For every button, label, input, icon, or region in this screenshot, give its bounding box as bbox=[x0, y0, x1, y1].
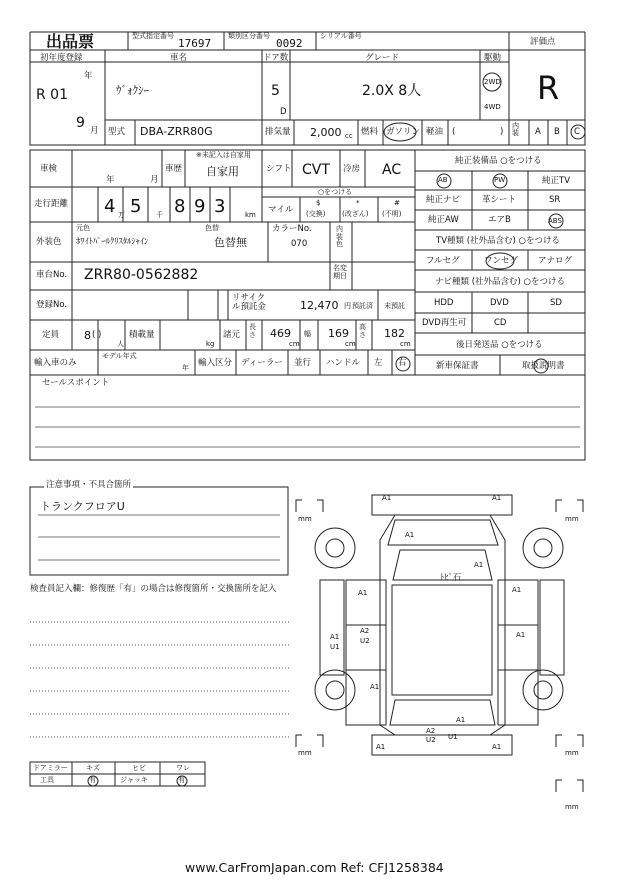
meter-opt-tampered: (改ざん) bbox=[342, 210, 369, 218]
damage-mark: A2 bbox=[360, 627, 370, 635]
inspection-month-unit: 月 bbox=[150, 175, 159, 185]
mm-label: mm bbox=[298, 749, 312, 757]
navi-sd: SD bbox=[550, 298, 562, 308]
reg-label: 登録No. bbox=[36, 300, 68, 310]
meter-opt-star: * bbox=[356, 199, 360, 207]
width-cm: cm bbox=[345, 340, 356, 348]
displacement-label: 排気量 bbox=[265, 127, 291, 137]
legend-mirror: ドアミラー bbox=[33, 764, 68, 772]
grade-score: R bbox=[537, 69, 560, 107]
cc-unit: cc bbox=[345, 132, 353, 140]
mileage-digit: 5 bbox=[130, 196, 142, 217]
damage-mark: A1 bbox=[474, 561, 484, 569]
equip-aw: 純正AW bbox=[428, 215, 459, 225]
equip-airbag: エアB bbox=[488, 215, 511, 225]
paren-open: ( bbox=[452, 127, 456, 137]
type-no: 17697 bbox=[178, 37, 212, 50]
interior-color-label: 内装色 bbox=[336, 225, 343, 249]
meter-opt-dollar: $ bbox=[316, 199, 321, 207]
capacity-paren: ( ) bbox=[92, 330, 102, 340]
orig-color: ﾎﾜｲﾄﾊﾟｰﾙｸﾘｽﾀﾙｼｬｲﾝ bbox=[76, 237, 149, 247]
footer-ref: www.CarFromJapan.com Ref: CFJ1258384 bbox=[185, 860, 444, 875]
handle-left: 左 bbox=[374, 358, 383, 368]
later-label: 後日発送品 ○をつける bbox=[456, 340, 543, 350]
damage-mark: A1 bbox=[376, 743, 386, 751]
damage-mark: A1 bbox=[358, 589, 368, 597]
equip-label: 純正装備品 ○をつける bbox=[455, 156, 542, 166]
doors-label: ドア数 bbox=[263, 53, 289, 63]
month-unit: 月 bbox=[90, 126, 99, 136]
length-cm: cm bbox=[289, 340, 300, 348]
drive-label: 駆動 bbox=[484, 53, 502, 63]
capacity-unit: 人 bbox=[117, 340, 124, 348]
equip-tv: 純正TV bbox=[542, 176, 571, 186]
load-label: 積載量 bbox=[129, 330, 155, 340]
shift-value: CVT bbox=[302, 162, 330, 178]
damage-mark: U2 bbox=[360, 637, 370, 645]
door-type: D bbox=[280, 107, 287, 117]
diesel-label: 軽油 bbox=[426, 127, 444, 137]
model-label: 型式 bbox=[108, 127, 126, 137]
later-manual: 取扱説明書 bbox=[522, 361, 565, 371]
mileage-label: 走行距離 bbox=[34, 199, 69, 209]
year-unit: 年 bbox=[84, 71, 93, 81]
fuel-value: ガソリン bbox=[386, 127, 421, 137]
later-warranty: 新車保証書 bbox=[436, 361, 479, 371]
mm-label: mm bbox=[298, 515, 312, 523]
damage-mark: U1 bbox=[330, 643, 340, 651]
man-unit: 万 bbox=[118, 211, 125, 219]
navi-dvd-play: DVD再生可 bbox=[422, 318, 467, 328]
legend-tools-yes: 有 bbox=[89, 776, 96, 784]
ac-value: AC bbox=[382, 162, 402, 178]
displacement-value: 2,000 bbox=[310, 126, 342, 139]
damage-mark: A1 bbox=[382, 494, 392, 502]
inspector-label: 検査員記入欄：修復歴「有」の場合は修復箇所・交換箇所を記入 bbox=[30, 584, 277, 594]
handle-label: ハンドル bbox=[326, 358, 361, 368]
mileage-digit: 3 bbox=[214, 196, 226, 217]
length-label: 長さ bbox=[249, 323, 256, 339]
model-value: DBA-ZRR80G bbox=[140, 125, 213, 138]
color-no-label: カラーNo. bbox=[272, 224, 312, 234]
equip-sr: SR bbox=[549, 195, 561, 205]
doors-value: 5 bbox=[271, 83, 280, 99]
capacity-value: 8 bbox=[84, 329, 91, 342]
name-change-label: 名変期日 bbox=[333, 264, 347, 280]
navi-cd: CD bbox=[494, 318, 507, 328]
damage-mark: A1 bbox=[456, 716, 466, 724]
height-cm: cm bbox=[400, 340, 411, 348]
damage-mark: A1 bbox=[330, 633, 340, 641]
mileage-digit: 4 bbox=[104, 196, 116, 217]
height-value: 182 bbox=[384, 327, 405, 340]
width-value: 169 bbox=[328, 327, 349, 340]
recycle-label: リサイクル預託金 bbox=[232, 293, 267, 313]
length-value: 469 bbox=[270, 327, 291, 340]
load-kg: kg bbox=[206, 340, 215, 348]
import-class-label: 輸入区分 bbox=[198, 358, 233, 368]
ac-label: 冷房 bbox=[343, 164, 361, 174]
chassis-label: 車台No. bbox=[36, 270, 68, 280]
navi-hdd: HDD bbox=[434, 298, 454, 308]
sales-point-label: セールスポイント bbox=[42, 378, 110, 388]
damage-mark: U1 bbox=[448, 733, 458, 741]
class-no: 0092 bbox=[276, 37, 303, 50]
meter-opt-hash: # bbox=[394, 199, 400, 207]
color-change-value: 色替無 bbox=[214, 236, 247, 249]
tv-fullseg: フルセグ bbox=[426, 256, 460, 266]
car-name-label: 車名 bbox=[170, 53, 188, 63]
equip-ab: AB bbox=[438, 176, 448, 184]
first-reg-label: 初年度登録 bbox=[40, 53, 83, 63]
serial-label: シリアル番号 bbox=[320, 32, 362, 40]
km-unit: km bbox=[245, 211, 256, 219]
dim-label: 諸元 bbox=[223, 330, 241, 340]
chassis-no: ZRR80-0562882 bbox=[84, 267, 199, 283]
legend-scratch: キズ bbox=[86, 764, 100, 772]
grade-value: 2.0X 8人 bbox=[362, 83, 422, 99]
first-reg-month: 9 bbox=[76, 115, 85, 131]
equip-abs: ABS bbox=[548, 217, 562, 225]
height-label: 高さ bbox=[359, 323, 366, 339]
type-no-label: 型式指定番号 bbox=[132, 32, 174, 40]
damage-mark: A1 bbox=[492, 494, 502, 502]
model-year-unit: 年 bbox=[182, 364, 189, 372]
mileage-digit: 8 bbox=[174, 196, 186, 217]
color-change-label: 色替 bbox=[205, 224, 219, 232]
tv-analog: アナログ bbox=[538, 256, 573, 266]
shift-label: シフト bbox=[266, 164, 292, 174]
legend-crack: ヒビ bbox=[132, 764, 146, 772]
meter-circle-note: ○をつける bbox=[318, 188, 353, 196]
inspection-label: 車検 bbox=[40, 164, 58, 174]
drive-2wd: 2WD bbox=[484, 78, 501, 86]
grade-label: グレード bbox=[365, 53, 400, 63]
handle-right: 右 bbox=[398, 358, 407, 368]
tv-oneseg: ワンセグ bbox=[484, 256, 519, 266]
fuel-label: 燃料 bbox=[361, 127, 379, 137]
damage-mark: A1 bbox=[405, 531, 415, 539]
mileage-digit: 9 bbox=[194, 196, 206, 217]
equip-navi: 純正ナビ bbox=[426, 195, 461, 205]
damage-mark: U2 bbox=[426, 736, 436, 744]
mm-label: mm bbox=[565, 515, 579, 523]
inspection-year-unit: 年 bbox=[106, 175, 115, 185]
legend-jack-yes: 有 bbox=[178, 776, 185, 784]
interior-grade-a: A bbox=[535, 127, 541, 137]
color-label: 外装色 bbox=[36, 237, 62, 247]
legend-jack: ジャッキ bbox=[120, 776, 148, 784]
parallel-option: 並行 bbox=[294, 358, 312, 368]
first-reg-era: R 01 bbox=[36, 87, 68, 103]
navi-label: ナビ種類 (社外品含む) ○をつける bbox=[435, 277, 565, 287]
interior-grade-b: B bbox=[554, 127, 560, 137]
recycle-not-deposited: 未預託 bbox=[384, 302, 405, 310]
form-title: 出品票 bbox=[46, 32, 95, 51]
damage-mark: A1 bbox=[492, 743, 502, 751]
history-note: ※未記入は自家用 bbox=[196, 151, 251, 159]
chip-label: ﾄﾋﾟ石 bbox=[440, 573, 462, 583]
orig-color-label: 元色 bbox=[76, 224, 90, 232]
mm-label: mm bbox=[565, 803, 579, 811]
capacity-label: 定員 bbox=[42, 330, 60, 340]
legend-tools: 工具 bbox=[40, 776, 54, 784]
color-no: 070 bbox=[291, 239, 308, 249]
equip-pw: PW bbox=[494, 176, 506, 184]
notice-label: 注意事項・不具合箇所 bbox=[46, 480, 132, 490]
history-value: 自家用 bbox=[206, 165, 239, 178]
dealer-option: ディーラー bbox=[241, 358, 283, 368]
model-year-label: モデル年式 bbox=[102, 352, 137, 360]
recycle-deposited: 預託済 bbox=[352, 302, 373, 310]
damage-mark: A1 bbox=[516, 631, 526, 639]
history-label: 車歴 bbox=[165, 164, 183, 174]
damage-mark: A1 bbox=[512, 586, 522, 594]
interior-grade-c: C bbox=[574, 127, 580, 137]
tv-label: TV種類 (社外品含む) ○をつける bbox=[436, 236, 560, 246]
interior-label: 内装 bbox=[512, 122, 519, 137]
notice-text: トランクフロアU bbox=[40, 500, 125, 513]
paren-close: ) bbox=[500, 127, 504, 137]
recycle-value: 12,470 bbox=[300, 299, 339, 312]
sen-unit: 千 bbox=[156, 211, 163, 219]
grade-score-label: 評価点 bbox=[530, 37, 556, 47]
drive-4wd: 4WD bbox=[484, 103, 501, 111]
damage-mark: A2 bbox=[426, 727, 436, 735]
mm-label: mm bbox=[565, 749, 579, 757]
class-no-label: 類別区分番号 bbox=[228, 32, 270, 40]
meter-opt-unknown: (不明) bbox=[382, 210, 402, 218]
equip-leather: 革シート bbox=[482, 195, 517, 205]
meter-opt-exchanged: (交換) bbox=[306, 210, 326, 218]
damage-mark: A1 bbox=[370, 683, 380, 691]
car-name: ｳﾞｫｸｼｰ bbox=[116, 84, 149, 97]
legend-break: ワレ bbox=[176, 764, 190, 772]
import-label: 輸入車のみ bbox=[34, 358, 77, 368]
width-label: 幅 bbox=[304, 330, 311, 338]
recycle-unit: 円 bbox=[344, 302, 351, 310]
navi-dvd: DVD bbox=[490, 298, 509, 308]
meter-mile: マイル bbox=[268, 205, 294, 215]
